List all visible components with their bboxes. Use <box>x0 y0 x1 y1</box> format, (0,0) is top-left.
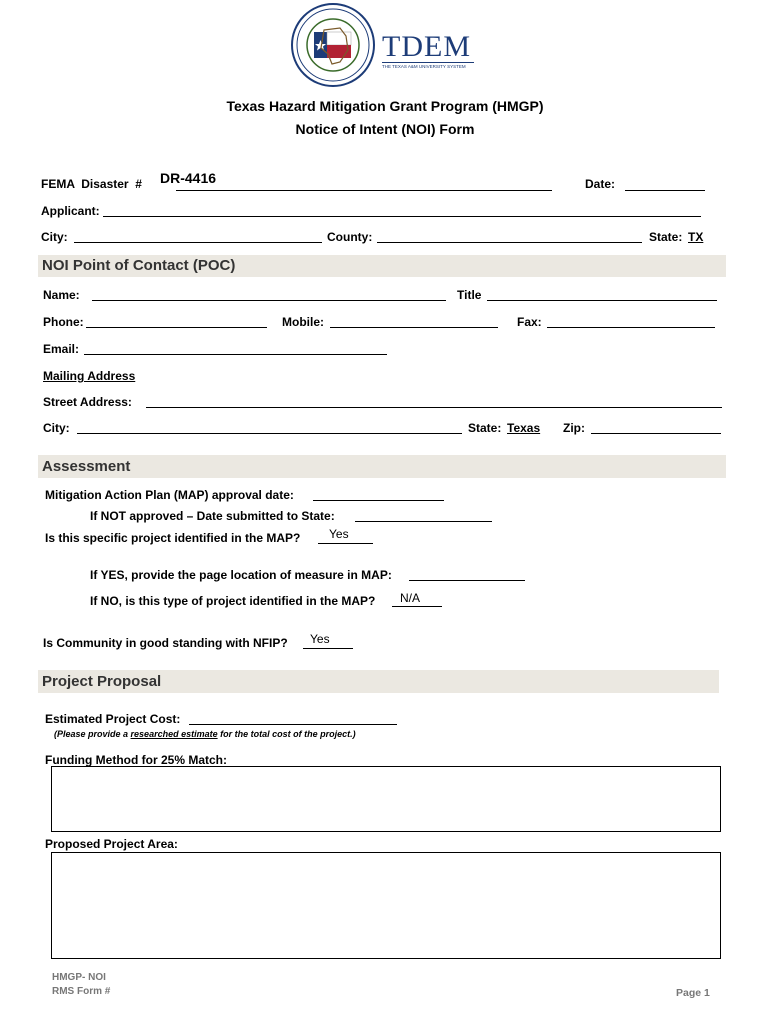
applicant-line[interactable] <box>103 216 701 217</box>
title-line[interactable] <box>487 300 717 301</box>
mail-state-value[interactable]: Texas <box>507 421 541 435</box>
email-label: Email: <box>43 342 80 356</box>
assessment-section-bar <box>38 455 726 478</box>
cost-note-emphasis: researched estimate <box>130 729 218 739</box>
mail-city-label: City: <box>43 421 70 435</box>
if-no-value[interactable]: N/A <box>400 591 421 605</box>
poc-section-title: NOI Point of Contact (POC) <box>42 257 236 274</box>
funding-label: Funding Method for 25% Match: <box>45 753 227 767</box>
date-line[interactable] <box>625 190 705 191</box>
assessment-section-title: Assessment <box>42 458 131 475</box>
city-label: City: <box>41 230 68 244</box>
nfip-label: Is Community in good standing with NFIP? <box>43 636 288 650</box>
city-line[interactable] <box>74 242 322 243</box>
street-line[interactable] <box>146 407 722 408</box>
street-label: Street Address: <box>43 395 132 409</box>
phone-line[interactable] <box>86 327 267 328</box>
cost-note-suffix: for the total cost of the project.) <box>217 729 356 739</box>
phone-label: Phone: <box>43 315 84 329</box>
area-label: Proposed Project Area: <box>45 837 178 851</box>
form-title: Texas Hazard Mitigation Grant Program (HMGP) <box>226 98 544 114</box>
project-area-textarea[interactable] <box>51 852 721 959</box>
tdem-logo <box>288 2 498 88</box>
fax-line[interactable] <box>547 327 715 328</box>
identified-label: Is this specific project identified in the MAP? <box>45 531 301 545</box>
form-subtitle: Notice of Intent (NOI) Form <box>295 121 475 137</box>
if-yes-line[interactable] <box>409 580 525 581</box>
fema-disaster-line[interactable] <box>176 190 552 191</box>
applicant-label: Applicant: <box>41 204 100 218</box>
brand-subtitle: THE TEXAS A&M UNIVERSITY SYSTEM <box>382 64 466 69</box>
funding-method-textarea[interactable] <box>51 766 721 832</box>
state-label: State: <box>649 230 683 244</box>
if-yes-label: If YES, provide the page location of measure in MAP: <box>90 568 392 582</box>
fema-label: FEMA Disaster # <box>41 177 142 191</box>
mail-state-label: State: <box>468 421 502 435</box>
date-label: Date: <box>585 177 616 191</box>
map-date-line[interactable] <box>313 500 444 501</box>
brand-divider <box>382 62 474 63</box>
not-approved-line[interactable] <box>355 521 492 522</box>
identified-line[interactable] <box>318 543 373 544</box>
name-line[interactable] <box>92 300 446 301</box>
footer-form-code: HMGP- NOI <box>52 972 106 983</box>
title-label: Title <box>457 288 482 302</box>
mailing-address-heading: Mailing Address <box>43 369 136 383</box>
county-label: County: <box>327 230 373 244</box>
if-no-line[interactable] <box>392 606 442 607</box>
identified-value[interactable]: Yes <box>329 527 349 541</box>
cost-note <box>54 729 356 739</box>
mobile-label: Mobile: <box>282 315 324 329</box>
footer-page-number: Page 1 <box>676 987 710 999</box>
zip-label: Zip: <box>563 421 585 435</box>
if-no-label: If NO, is this type of project identified in the MAP? <box>90 594 376 608</box>
footer-rms: RMS Form # <box>52 986 111 997</box>
map-date-label: Mitigation Action Plan (MAP) approval date: <box>45 488 294 502</box>
fema-disaster-value[interactable]: DR-4416 <box>160 170 217 186</box>
zip-line[interactable] <box>591 433 721 434</box>
county-line[interactable] <box>377 242 642 243</box>
proposal-section-title: Project Proposal <box>42 673 162 690</box>
tdem-seal <box>288 2 378 88</box>
state-value[interactable]: TX <box>688 230 704 244</box>
email-line[interactable] <box>84 354 387 355</box>
cost-line[interactable] <box>189 724 397 725</box>
cost-label: Estimated Project Cost: <box>45 712 181 726</box>
fax-label: Fax: <box>517 315 542 329</box>
nfip-line[interactable] <box>303 648 353 649</box>
brand-name: TDEM <box>382 30 471 63</box>
not-approved-label: If NOT approved – Date submitted to State: <box>90 509 335 523</box>
nfip-value[interactable]: Yes <box>310 632 330 646</box>
name-label: Name: <box>43 288 80 302</box>
mail-city-line[interactable] <box>77 433 462 434</box>
cost-note-prefix: (Please provide a <box>54 729 131 739</box>
mobile-line[interactable] <box>330 327 498 328</box>
